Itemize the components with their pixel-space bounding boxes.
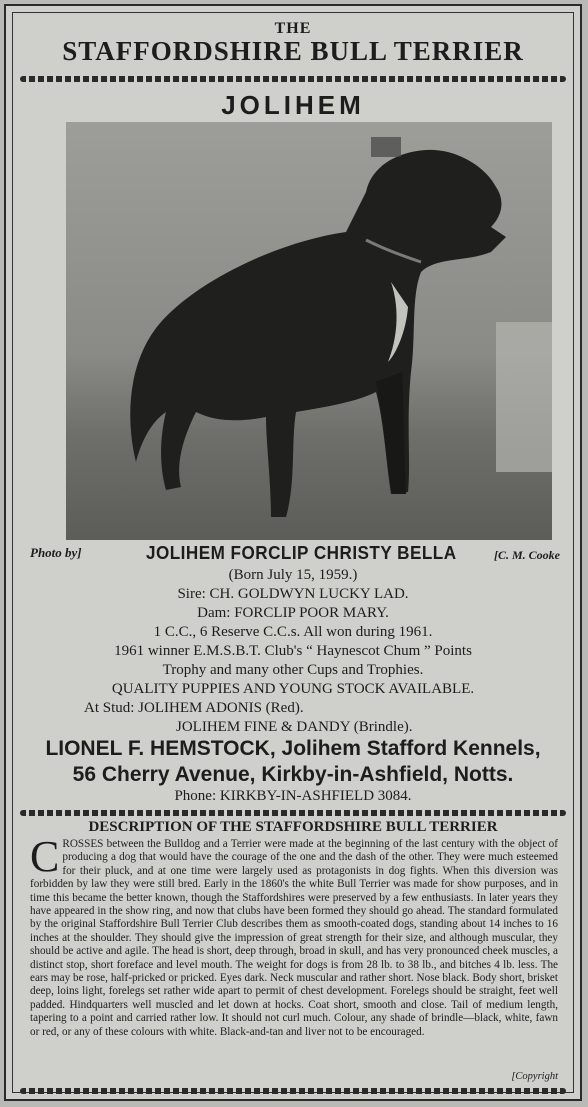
stud-dog-2: JOLIHEM FINE & DANDY (Brindle). bbox=[176, 719, 413, 735]
description-title: DESCRIPTION OF THE STAFFORDSHIRE BULL TERRIER bbox=[88, 819, 498, 835]
dog-born: (Born July 15, 1959.) bbox=[228, 567, 358, 583]
dog-dam: Dam: FORCLIP POOR MARY. bbox=[197, 605, 389, 621]
drop-cap: C bbox=[30, 832, 60, 881]
description-text: ROSSES between the Bulldog and a Terrier were made at the beginning of the last century with the object of producing a dog that would have the courage of the one and the dash of the other. They were much esteemed for their pluck, and at one time were largely used as protagonists in dog fights. When this diversion was forbidden by law they were still bred. Early in the 1860's the white Bull Terrier was made for show purposes, and in time this became the better known, though the Staffordshires were preserved by a few enthusiasts. In later years they have appeared in the show ring, and now that clubs have been formed they should go ahead. The standard formulated by the original Staffordshire Bull Terrier Club describes them as smooth-coated dogs, standing about 14 inches to 16 inches at the shoulder. They should give the impression of great strength for their size, and although muscular, they should be active and agile. The head is short, deep through, broad in skull, and has very pronounced cheek muscles, a distinct stop, short foreface and level mouth. The weight for dogs is from 28 lb. to 38 lb., and bitches 4 lb. less. The ears may be rose, half-pricked or pricked. Eyes dark. Neck muscular and rather short. Nose black. Body short, brisket deep, loins light, forelegs set rather wide apart to permit of chest development. Forelegs should be straight, feet well padded. Hindquarters well muscled and let down at hocks. Coat short, smooth and close. Tail of medium length, tapering to a point and carried rather low. It should not curl much. Colour, any shade of brindle—black, white, fawn or red, or any of these colours with white. Black-and-tan and liver not to be encouraged. bbox=[30, 838, 558, 1038]
description-body bbox=[30, 832, 558, 1039]
owner-address: 56 Cherry Avenue, Kirkby-in-Ashfield, Notts. bbox=[72, 763, 514, 786]
stud-dog-1: At Stud: JOLIHEM ADONIS (Red). bbox=[84, 700, 304, 716]
ornamental-rule bbox=[20, 76, 566, 82]
breed-title: STAFFORDSHIRE BULL TERRIER bbox=[62, 36, 524, 66]
kennel-name: JOLIHEM bbox=[221, 90, 365, 120]
dog-name: JOLIHEM FORCLIP CHRISTY BELLA bbox=[146, 543, 457, 563]
stock-available: QUALITY PUPPIES AND YOUNG STOCK AVAILABLE. bbox=[111, 681, 475, 697]
dog-trophy-line-1: 1961 winner E.M.S.B.T. Club's “ Haynescot Chum ” Points bbox=[114, 643, 472, 659]
dog-sire: Sire: CH. GOLDWYN LUCKY LAD. bbox=[177, 586, 409, 602]
copyright-note: [Copyright bbox=[511, 1071, 558, 1082]
photo-credit-name: [C. M. Cooke bbox=[494, 548, 560, 562]
dog-photograph bbox=[66, 122, 552, 540]
dog-trophy-line-2: Trophy and many other Cups and Trophies. bbox=[162, 662, 424, 678]
ornamental-rule-lower bbox=[20, 810, 566, 816]
header-the: THE bbox=[274, 20, 312, 37]
photo-credit-label: Photo by] bbox=[30, 545, 82, 560]
dog-awards: 1 C.C., 6 Reserve C.C.s. All won during 1961. bbox=[153, 624, 433, 640]
owner-phone: Phone: KIRKBY-IN-ASHFIELD 3084. bbox=[174, 788, 412, 804]
owner-name: LIONEL F. HEMSTOCK, Jolihem Stafford Kennels, bbox=[45, 737, 541, 760]
advertisement-page bbox=[4, 4, 582, 1101]
ornamental-rule-bottom bbox=[20, 1088, 566, 1094]
